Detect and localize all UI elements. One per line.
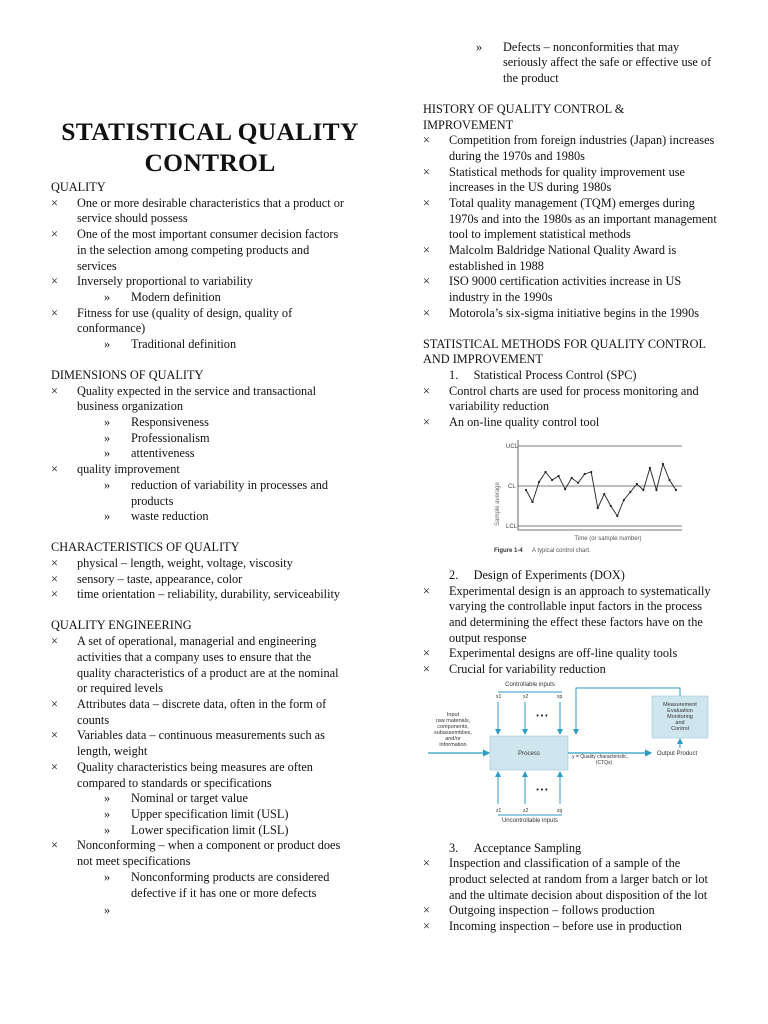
acceptance-item-1-line-1: Inspection and classification of a sample of the <box>449 856 681 870</box>
control-chart-xlabel: Time (or sample number) <box>574 536 642 542</box>
engineering-item-4-line-2: compared to standards or specifications <box>77 776 272 790</box>
quality-item-3-sub: Modern definition <box>131 290 221 304</box>
history-item-3-line-2: 1970s and into the 1980s as an important management <box>449 212 717 226</box>
dimensions-sub-attentiveness: attentiveness <box>131 446 195 460</box>
bullet-marker: × <box>423 415 430 429</box>
measurement-line-4: and <box>675 720 685 726</box>
control-chart-point <box>668 479 670 481</box>
control-chart-point <box>584 473 586 475</box>
heading-history-line-2: IMPROVEMENT <box>423 118 514 132</box>
method-acceptance-title: 3. Acceptance Sampling <box>449 841 582 855</box>
control-chart-point <box>655 489 657 491</box>
quality-item-4-sub: Traditional definition <box>131 337 237 351</box>
history-item-4-line-2: established in 1988 <box>449 259 544 273</box>
dox-item-1-line-2: varying the controllable input factors in the process <box>449 599 703 613</box>
defects-line-1: Defects – nonconformities that may <box>503 40 680 54</box>
bullet-marker: × <box>423 856 430 870</box>
bullet-marker: × <box>51 634 58 648</box>
dimensions-item-1-line-2: business organization <box>77 399 183 413</box>
history-item-1-line-2: during the 1970s and 1980s <box>449 149 585 163</box>
dox-item-1-line-4: output response <box>449 631 527 645</box>
control-chart-lcl-label: LCL <box>506 524 518 530</box>
quality-item-1-line-1: One or more desirable characteristics that a product or <box>77 196 345 210</box>
bullet-marker: × <box>51 697 58 711</box>
control-chart-point <box>603 493 605 495</box>
spc-item-1-line-2: variability reduction <box>449 399 550 413</box>
bullet-marker: × <box>51 196 58 210</box>
arrow-marker: » <box>104 431 111 445</box>
arrow-marker: » <box>104 478 111 492</box>
engineering-item-1-line-3: quality characteristics of a product are at the nominal <box>77 666 339 680</box>
measurement-line-3: Monitoring <box>667 714 693 720</box>
dox-item-3: Crucial for variability reduction <box>449 662 606 676</box>
control-chart-ucl-label: UCL <box>506 444 519 450</box>
bullet-marker: × <box>51 838 58 852</box>
characteristics-item-time: time orientation – reliability, durability, serviceability <box>77 587 341 601</box>
engineering-item-5-line-1: Nonconforming – when a component or product does <box>77 838 341 852</box>
control-chart-figure <box>488 434 688 556</box>
control-chart-point <box>649 467 651 469</box>
characteristics-item-physical: physical – length, weight, voltage, viscosity <box>77 556 293 570</box>
control-chart-point <box>525 489 527 491</box>
arrow-marker: » <box>104 415 111 429</box>
input-text-line-4: subassemblies, <box>434 730 472 736</box>
engineering-item-1-line-2: activities that a company uses to ensure that the <box>77 650 312 664</box>
quality-item-1-line-2: service should possess <box>77 211 188 225</box>
dimensions-sub-reduction-line-2: products <box>131 494 174 508</box>
control-chart-point <box>531 501 533 503</box>
bullet-marker: × <box>423 274 430 288</box>
input-xp-label: xp <box>557 694 563 700</box>
dimensions-item-2: quality improvement <box>77 462 180 476</box>
bullet-marker: × <box>423 306 430 320</box>
control-chart-point <box>616 515 618 517</box>
bullet-marker: × <box>51 760 58 774</box>
arrow-marker: » <box>104 823 111 837</box>
history-item-2-line-2: increases in the US during 1980s <box>449 180 612 194</box>
engineering-sub-usl: Upper specification limit (USL) <box>131 807 289 821</box>
history-item-6: Motorola’s six-sigma initiative begins in the 1990s <box>449 306 700 320</box>
heading-history-line-1: HISTORY OF QUALITY CONTROL & <box>423 102 625 116</box>
arrow-marker: » <box>104 446 111 460</box>
engineering-item-3-line-1: Variables data – continuous measurements such as <box>77 728 325 742</box>
bullet-marker: × <box>51 384 58 398</box>
control-chart-line <box>526 464 676 516</box>
bullet-marker: × <box>51 227 58 241</box>
control-chart-series <box>525 463 677 517</box>
input-z1-label: z1 <box>496 808 502 814</box>
output-quality-characteristic: y = Quality characteristic, <box>572 754 628 760</box>
history-item-2-line-1: Statistical methods for quality improvement use <box>449 165 685 179</box>
dimensions-sub-professionalism: Professionalism <box>131 431 210 445</box>
uncontrollable-inputs-label: Uncontrollable inputs <box>501 818 559 824</box>
quality-item-2-line-1: One of the most important consumer decision factors <box>77 227 339 241</box>
control-chart-caption-figure: Figure 1-4 <box>494 548 523 554</box>
output-ctq: (CTQs) <box>595 760 613 766</box>
control-chart-point <box>564 488 566 490</box>
control-chart-point <box>590 471 592 473</box>
acceptance-item-2: Outgoing inspection – follows production <box>449 903 655 917</box>
bullet-marker: × <box>423 919 430 933</box>
engineering-item-2-line-2: counts <box>77 713 110 727</box>
control-chart-point <box>538 481 540 483</box>
dimensions-sub-responsiveness: Responsiveness <box>131 415 209 429</box>
input-text-line-6: information <box>439 742 467 748</box>
control-chart-point <box>629 491 631 493</box>
engineering-sub-nominal: Nominal or target value <box>131 791 248 805</box>
arrow-marker: » <box>104 290 111 304</box>
history-item-5-line-2: industry in the 1990s <box>449 290 553 304</box>
engineering-item-2-line-1: Attributes data – discrete data, often in the form of <box>77 697 327 711</box>
arrow-marker: » <box>104 509 111 523</box>
bullet-marker: × <box>51 728 58 742</box>
bullet-marker: × <box>423 133 430 147</box>
engineering-item-5-line-2: not meet specifications <box>77 854 191 868</box>
bullet-marker: × <box>423 662 430 676</box>
quality-item-2-line-3: services <box>77 259 117 273</box>
control-chart-cl-label: CL <box>508 484 516 490</box>
bullet-marker: × <box>423 646 430 660</box>
engineering-sub-nonconforming-line-1: Nonconforming products are considered <box>131 870 330 884</box>
control-chart-point <box>642 489 644 491</box>
control-chart-point <box>544 471 546 473</box>
engineering-item-3-line-2: length, weight <box>77 744 148 758</box>
defects-line-2: seriously affect the safe or effective use of <box>503 55 712 69</box>
quality-item-4-line-2: conformance) <box>77 321 146 335</box>
dimensions-item-1-line-1: Quality expected in the service and transactional <box>77 384 317 398</box>
control-chart-point <box>610 505 612 507</box>
arrow-marker: » <box>104 903 111 917</box>
history-item-3-line-1: Total quality management (TQM) emerges during <box>449 196 695 210</box>
acceptance-item-1-line-2: product selected at random from a larger batch or lot <box>449 872 708 886</box>
heading-quality: QUALITY <box>51 180 106 194</box>
quality-item-2-line-2: in the selection among competing products and <box>77 243 310 257</box>
history-item-3-line-3: tool to implement statistical methods <box>449 227 631 241</box>
acceptance-item-1-line-3: and the ultimate decision about disposition of the lot <box>449 888 708 902</box>
input-text-line-2: raw materials, <box>435 718 471 724</box>
control-chart-caption-text: A typical control chart. <box>532 548 591 554</box>
dox-item-1-line-1: Experimental design is an approach to systematically <box>449 584 711 598</box>
method-dox-title: 2. Design of Experiments (DOX) <box>449 568 625 582</box>
control-chart-point <box>551 479 553 481</box>
heading-engineering: QUALITY ENGINEERING <box>51 618 192 632</box>
right-column <box>400 0 768 1024</box>
dox-item-1-line-3: and determining the effect these factors have on the <box>449 615 703 629</box>
engineering-sub-nonconforming-line-2: defective if it has one or more defects <box>131 886 317 900</box>
defects-line-3: the product <box>503 71 559 85</box>
bullet-marker: × <box>51 587 58 601</box>
control-chart-point <box>571 477 573 479</box>
dimensions-sub-waste: waste reduction <box>131 509 209 523</box>
input-x1-label: x1 <box>496 694 502 700</box>
bullet-marker: × <box>51 572 58 586</box>
title-line-2: CONTROL <box>144 148 276 177</box>
bullet-marker: × <box>423 584 430 598</box>
process-diagram <box>428 678 744 826</box>
engineering-sub-lsl: Lower specification limit (LSL) <box>131 823 289 837</box>
input-text-line-3: components, <box>437 724 469 730</box>
dox-item-2: Experimental designs are off-line quality tools <box>449 646 678 660</box>
bullet-marker: × <box>51 556 58 570</box>
heading-methods-line-2: AND IMPROVEMENT <box>423 352 543 366</box>
control-chart-point <box>675 489 677 491</box>
bullet-marker: × <box>423 196 430 210</box>
spc-item-2: An on-line quality control tool <box>449 415 600 429</box>
control-chart-point <box>662 463 664 465</box>
quality-item-3: Inversely proportional to variability <box>77 274 253 288</box>
heading-dimensions: DIMENSIONS OF QUALITY <box>51 368 204 382</box>
output-product-label: Output Product <box>656 751 698 757</box>
arrow-marker: » <box>104 791 111 805</box>
history-item-1-line-1: Competition from foreign industries (Japan) increases <box>449 133 715 147</box>
uncontrollable-dots: • • • <box>536 787 548 794</box>
control-chart-point <box>577 482 579 484</box>
controllable-dots: • • • <box>536 713 548 720</box>
input-z2-label: z2 <box>523 808 529 814</box>
engineering-item-1-line-4: or required levels <box>77 681 164 695</box>
heading-methods-line-1: STATISTICAL METHODS FOR QUALITY CONTROL <box>423 337 706 351</box>
controllable-inputs-label: Controllable inputs <box>505 682 555 688</box>
control-chart-point <box>623 499 625 501</box>
input-zq-label: zq <box>557 808 563 814</box>
arrow-marker: » <box>476 40 483 54</box>
control-chart-point <box>636 483 638 485</box>
control-chart-point <box>597 507 599 509</box>
method-spc-title: 1. Statistical Process Control (SPC) <box>449 368 637 382</box>
characteristics-item-sensory: sensory – taste, appearance, color <box>77 572 243 586</box>
input-x2-label: x2 <box>523 694 529 700</box>
quality-item-4-line-1: Fitness for use (quality of design, quality of <box>77 306 293 320</box>
input-text-line-5: and/or <box>445 736 461 742</box>
dimensions-sub-reduction-line-1: reduction of variability in processes and <box>131 478 329 492</box>
measurement-line-5: Control <box>671 726 689 732</box>
measurement-line-2: Evaluation <box>667 708 693 714</box>
spc-item-1-line-1: Control charts are used for process monitoring and <box>449 384 699 398</box>
bullet-marker: × <box>51 306 58 320</box>
history-item-4-line-1: Malcolm Baldridge National Quality Award is <box>449 243 677 257</box>
bullet-marker: × <box>423 903 430 917</box>
engineering-item-4-line-1: Quality characteristics being measures are often <box>77 760 313 774</box>
bullet-marker: × <box>51 462 58 476</box>
arrow-marker: » <box>104 807 111 821</box>
arrow-marker: » <box>104 870 111 884</box>
measurement-line-1: Measurement <box>663 702 697 708</box>
history-item-5-line-1: ISO 9000 certification activities increase in US <box>449 274 682 288</box>
bullet-marker: × <box>423 384 430 398</box>
control-chart-ylabel: Sample average <box>495 482 501 526</box>
bullet-marker: × <box>51 274 58 288</box>
title-line-1: STATISTICAL QUALITY <box>61 117 359 146</box>
process-label: Process <box>518 751 540 757</box>
acceptance-item-3: Incoming inspection – before use in production <box>449 919 682 933</box>
heading-characteristics: CHARACTERISTICS OF QUALITY <box>51 540 240 554</box>
control-chart-point <box>558 475 560 477</box>
input-text-line-1: Input <box>446 712 460 718</box>
bullet-marker: × <box>423 243 430 257</box>
bullet-marker: × <box>423 165 430 179</box>
engineering-item-1-line-1: A set of operational, managerial and engineering <box>77 634 317 648</box>
arrow-marker: » <box>104 337 111 351</box>
